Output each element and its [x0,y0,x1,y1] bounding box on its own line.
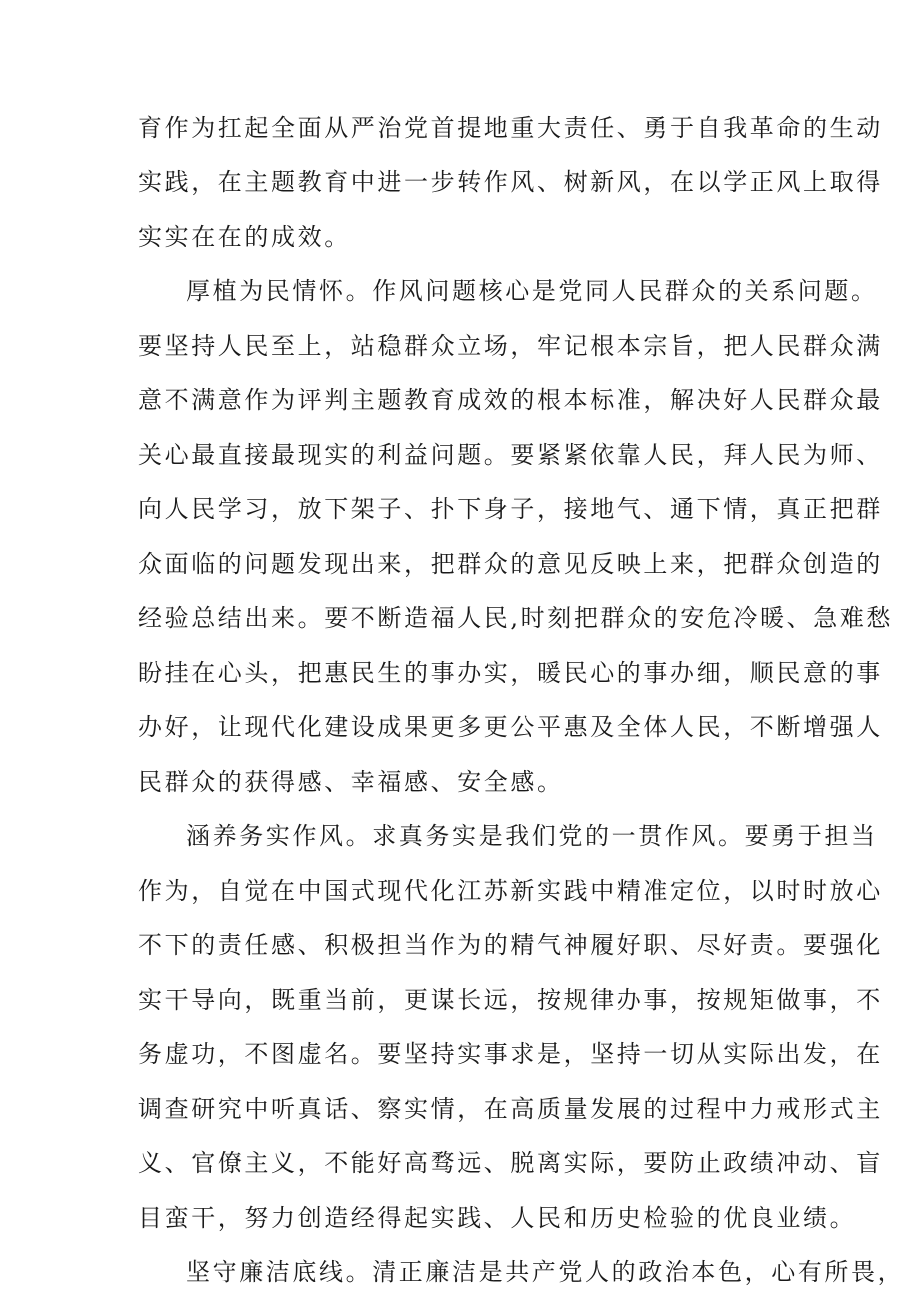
text-line: 实践，在主题教育中进一步转作风、树新风，在以学正风上取得 [138,168,883,196]
paragraph-heading-line: 涵养务实作风。求真务实是我们党的一贯作风。要勇于担当 [186,822,878,850]
text-line: 不下的责任感、积极担当作为的精气神履好职、尽好责。要强化 [138,931,883,959]
text-line: 盼挂在心头，把惠民生的事办实，暖民心的事办细，顺民意的事 [138,659,883,687]
text-line: 办好，让现代化建设成果更多更公平惠及全体人民，不断增强人 [138,713,883,741]
text-line: 作为，自觉在中国式现代化江苏新实践中精准定位，以时时放心 [138,877,883,905]
text-line: 向人民学习，放下架子、扑下身子，接地气、通下情，真正把群 [138,495,883,523]
text-line: 关心最直接最现实的利益问题。要紧紧依靠人民，拜人民为师、 [138,441,883,469]
paragraph-heading-line: 坚守廉洁底线。清正廉洁是共产党人的政治本色，心有所畏， [186,1258,905,1286]
paragraph-heading-line: 厚植为民情怀。作风问题核心是党同人民群众的关系问题。 [186,277,878,305]
text-line: 务虚功，不图虚名。要坚持实事求是，坚持一切从实际出发，在 [138,1040,883,1068]
text-line: 实实在在的成效。 [138,223,351,251]
text-line: 实干导向，既重当前，更谋长远，按规律办事，按规矩做事，不 [138,986,883,1014]
text-line: 调查研究中听真话、察实情，在高质量发展的过程中力戒形式主 [138,1095,883,1123]
text-line: 要坚持人民至上，站稳群众立场，牢记根本宗旨，把人民群众满 [138,332,883,360]
text-line: 育作为扛起全面从严治党首提地重大责任、勇于自我革命的生动 [138,114,883,142]
text-line: 民群众的获得感、幸福感、安全感。 [138,768,564,796]
text-line: 意不满意作为评判主题教育成效的根本标准，解决好人民群众最 [138,386,883,414]
text-line: 众面临的问题发现出来，把群众的意见反映上来，把群众创造的 [138,550,883,578]
text-line: 义、官僚主义，不能好高骛远、脱离实际，要防止政绩冲动、盲 [138,1149,883,1177]
text-line: 目蛮干，努力创造经得起实践、人民和历史检验的优良业绩。 [138,1204,857,1232]
text-line: 经验总结出来。要不断造福人民,时刻把群众的安危冷暖、急难愁 [138,604,894,632]
